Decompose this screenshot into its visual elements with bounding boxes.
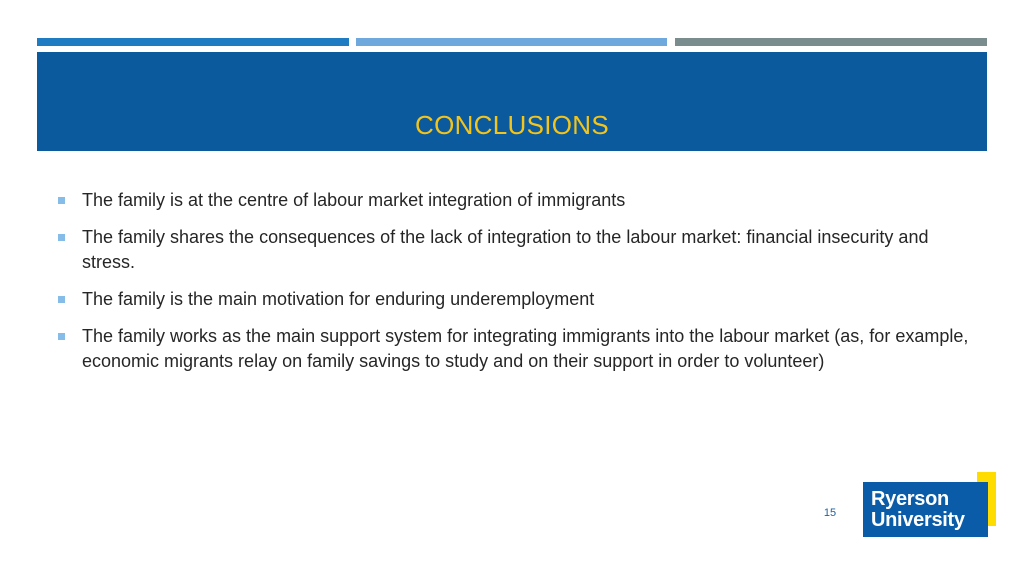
ryerson-university-logo xyxy=(863,472,996,537)
square-bullet-icon xyxy=(58,234,65,241)
logo-text-line-1: Ryerson xyxy=(871,488,949,510)
bullet-item xyxy=(56,324,976,374)
accent-bar-right xyxy=(675,38,987,46)
bullet-item xyxy=(56,287,976,312)
square-bullet-icon xyxy=(58,197,65,204)
bullet-item xyxy=(56,225,976,275)
logo-text-line-2: University xyxy=(871,509,965,531)
bullet-item xyxy=(56,188,976,213)
logo-blue-box xyxy=(863,482,988,537)
bullet-text: The family is at the centre of labour market integration of immigrants xyxy=(82,190,626,210)
bullet-text: The family shares the consequences of the lack of integration to the labour market: financial insecurity and stress. xyxy=(82,227,929,272)
bullet-list xyxy=(56,188,976,386)
bullet-text: The family works as the main support system for integrating immigrants into the labour market (as, for example, economic migrants relay on family savings to study and on their support in order to volunteer) xyxy=(82,326,969,371)
page-number: 15 xyxy=(823,507,837,519)
square-bullet-icon xyxy=(58,296,65,303)
accent-bar-left xyxy=(37,38,349,46)
square-bullet-icon xyxy=(58,333,65,340)
accent-bar-middle xyxy=(356,38,667,46)
slide-title: CONCLUSIONS xyxy=(415,110,609,140)
bullet-text: The family is the main motivation for enduring underemployment xyxy=(82,289,595,309)
